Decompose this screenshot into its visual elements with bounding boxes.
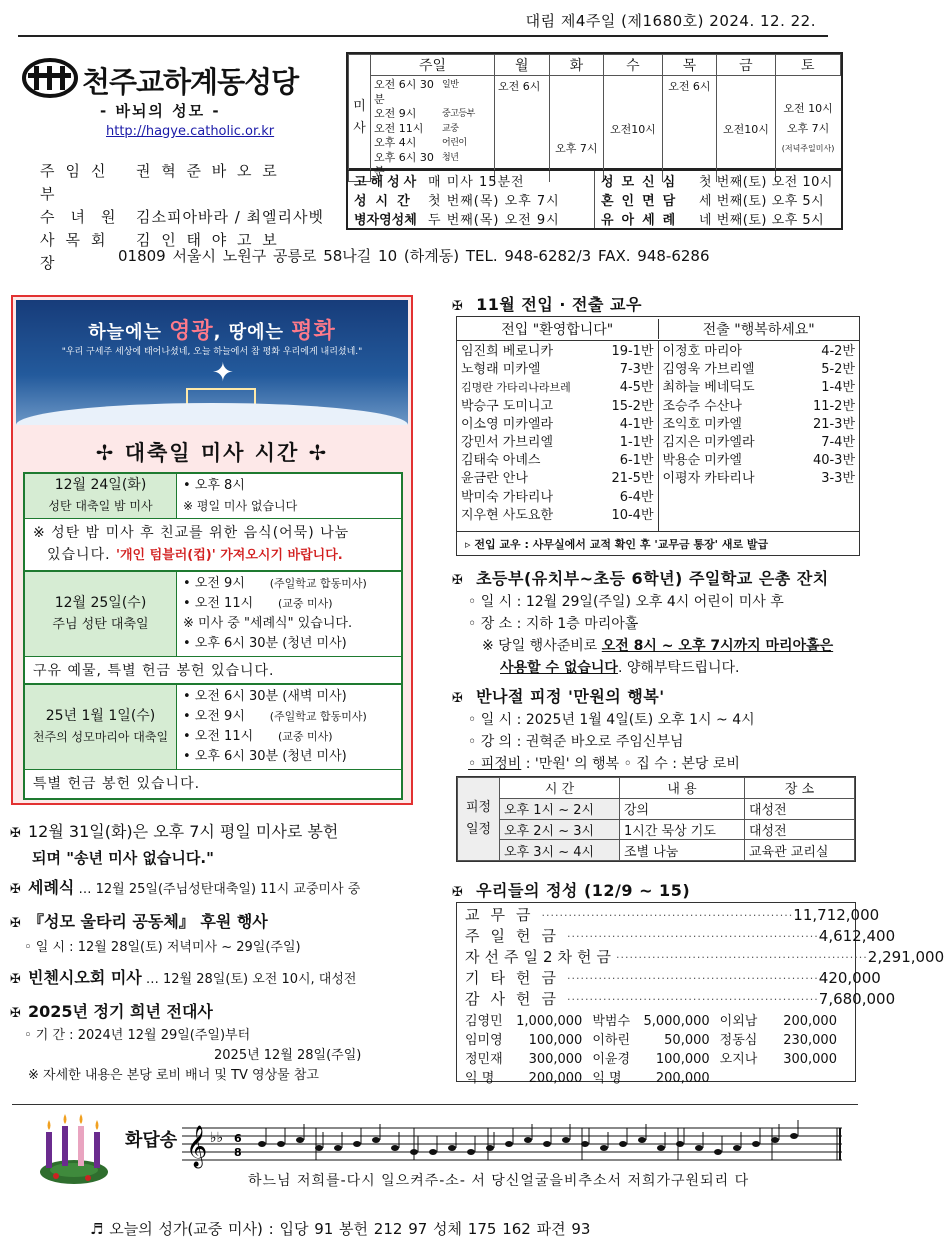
christmas-eve-block xyxy=(23,472,403,572)
mass-schedule-table xyxy=(346,52,843,178)
transfers-out-list xyxy=(658,341,860,531)
offering-row: 교무금 ························································ 11,712,000 xyxy=(465,906,880,924)
thursday-mass-cell: 오전 6시 xyxy=(662,76,717,182)
note-head xyxy=(277,1141,285,1147)
retreat-side-label: 피정 일정 xyxy=(458,778,500,861)
note-head xyxy=(429,1149,437,1155)
donor-row: 김영민 1,000,000 박범수 5,000,000 이외남 200,000 xyxy=(465,1014,837,1029)
parish-emblem-icon xyxy=(22,58,78,98)
notice-year-end: ✠ 12월 31일(화)은 오후 7시 평일 미사로 봉헌 되며 "송년 미사 없습니다." xyxy=(10,822,339,867)
bottom-rule xyxy=(12,1104,858,1105)
note-head xyxy=(752,1141,760,1147)
svg-text:8: 8 xyxy=(234,1146,242,1159)
treble-clef-icon: 𝄞 xyxy=(186,1126,208,1167)
note-head xyxy=(562,1137,570,1143)
banner-subtitle: "우리 구세주 세상에 태어나셨네, 오늘 하늘에서 참 평화 우리에게 내리셨네." xyxy=(61,347,363,357)
retreat-schedule-table: 피정 일정 시 간 내 용 장 소 오후 1시 ~ 2시 강의 대성전 오후 2시 ~ 3시 1시간 묵상 기도 대성전 오후 3시 ~ 4시 조별 나눔 교육관 교리실 xyxy=(456,776,856,862)
day-header: 금 xyxy=(717,55,775,76)
offering-title: ✠ 우리들의 정성 (12/9 ~ 15) xyxy=(452,881,691,900)
list-item: 최하늘 베네딕도 1-4반 xyxy=(662,380,855,396)
ny-note: 특별 헌금 봉헌 있습니다. xyxy=(25,769,401,798)
staff-name: 김 인 태 야 고 보 xyxy=(136,231,280,249)
note-head xyxy=(657,1145,665,1151)
transfers-in-list xyxy=(457,341,658,531)
tuesday-mass-cell: 오후 7시 xyxy=(549,76,604,182)
sunday-mass-cell: 오전 6시 30분 일반 오전 9시 중고등부 오전 11시 교중 오후 4시 어린이 오후 6시 30분 청년 xyxy=(371,76,495,182)
mass-side-label: 미사 xyxy=(349,55,371,182)
list-item: 김영욱 가브리엘 5-2반 xyxy=(662,362,855,378)
offering-row: 감사헌금 ························································ 7,680,000 xyxy=(465,990,896,1008)
list-item: 박미숙 가타리나 6-4반 xyxy=(461,489,654,505)
list-item: 윤금란 안나 21-5반 xyxy=(461,471,654,487)
psalm-music-staff xyxy=(182,1118,842,1166)
list-item: 임진희 베로니카 19-1반 xyxy=(461,344,654,359)
christmas-banner xyxy=(16,300,408,425)
list-item: 김태숙 아녜스 6-1반 xyxy=(461,453,654,469)
header xyxy=(0,0,868,40)
note-head xyxy=(790,1133,798,1139)
flat-icon: ♭♭ xyxy=(210,1130,224,1146)
note-head xyxy=(372,1137,380,1143)
staff-name: 김소피아바라 / 최엘리사벳 xyxy=(136,208,324,226)
offering-row: 자선주일2차헌금 ························································ 2,291,000 xyxy=(465,948,944,966)
monday-mass-cell: 오전 6시 xyxy=(495,76,550,182)
note-head xyxy=(410,1149,418,1155)
snow-ground xyxy=(16,403,408,425)
note-head xyxy=(733,1145,741,1151)
retreat-section: ✠ 반나절 피정 '만원의 행복' ◦ 일 시 : 2025년 1월 4일(토) 오후 1시 ~ 4시 ◦ 강 의 : 권혁준 바오로 주임신부님 ◦ 피정비 : '만원' 의 행복 ◦ 집 수 : 본당 로비 xyxy=(452,687,755,772)
cross-icon: ✠ xyxy=(452,885,464,900)
note-head xyxy=(695,1145,703,1151)
day-note: 구유 예물, 특별 헌금 봉헌 있습니다. xyxy=(25,656,401,685)
hymn-list: ♬ 오늘의 성가(교중 미사) : 입당 91 봉헌 212 97 성체 175 162 파견 93 xyxy=(90,1220,591,1238)
day-header: 수 xyxy=(604,55,662,76)
parish-patron: - 바뇌의 성모 - xyxy=(100,102,221,120)
cross-icon: ✠ xyxy=(10,972,21,987)
out-header: 전출 "행복하세요" xyxy=(658,319,860,339)
friday-mass-cell: 오전10시 xyxy=(717,76,775,182)
donor-row: 정민재 300,000 이윤경 100,000 오지나 300,000 xyxy=(465,1052,837,1067)
day-header: 주일 xyxy=(371,55,495,76)
saturday-mass-cell: 오전 10시 오후 7시 (저녁주일미사) xyxy=(781,101,835,153)
list-item: 박용순 미카엘 40-3반 xyxy=(662,453,855,469)
table-row: 오후 2시 ~ 3시 1시간 묵상 기도 대성전 xyxy=(458,819,855,840)
day-header: 화 xyxy=(549,55,604,76)
note-head xyxy=(486,1145,494,1151)
contact-address: 01809 서울시 노원구 공릉로 58나길 10 (하계동) TEL. 948-6282/3 FAX. 948-6286 xyxy=(118,247,710,265)
christmas-day-block xyxy=(23,570,403,687)
advent-wreath-icon xyxy=(36,1110,112,1190)
note-head xyxy=(296,1137,304,1143)
note-head xyxy=(448,1145,456,1151)
christmas-mass-box xyxy=(11,295,413,805)
transfers-title: ✠ 11월 전입 · 전출 교우 xyxy=(452,295,642,314)
cross-icon: ✠ xyxy=(10,916,21,931)
staff-role: 사목회장 xyxy=(40,231,117,272)
cross-icon: ✠ xyxy=(452,299,464,314)
note-head xyxy=(524,1137,532,1143)
list-item: 박승구 도미니고 15-2반 xyxy=(461,398,654,414)
cross-icon: ✠ xyxy=(452,573,464,588)
eve-date: 12월 24일(화) 성탄 대축일 밤 미사 xyxy=(25,474,177,518)
parish-name: 천주교하계동성당 xyxy=(82,65,299,99)
notice-jubilee: ✠ 2025년 정기 희년 전대사 ◦ 기 간 : 2024년 12월 29일(주일)부터 2025년 12월 28일(주일) ※ 자세한 내용은 본당 로비 배너 및 TV 영상물 참고 xyxy=(10,1002,362,1083)
table-row: 오후 3시 ~ 4시 조별 나눔 교육관 교리실 xyxy=(458,840,855,861)
new-year-block xyxy=(23,683,403,800)
note-head xyxy=(771,1137,779,1143)
note-head xyxy=(714,1149,722,1155)
parish-logo xyxy=(22,58,332,98)
note-head xyxy=(543,1141,551,1147)
mass-time-title: ✢ 대축일 미사 시간 ✢ xyxy=(95,441,329,465)
ny-times: • 오전 6시 30분 (새벽 미사) • 오전 9시 (주일학교 합동미사) • 오전 11시 (교중 미사) • 오후 6시 30분 (청년 미사) xyxy=(183,689,367,764)
ny-date: 25년 1월 1일(수) 천주의 성모마리아 대축일 xyxy=(25,685,177,769)
psalm-label: 화답송 xyxy=(125,1130,178,1151)
list-item: 조승주 수산나 11-2반 xyxy=(662,398,855,414)
note-head xyxy=(638,1137,646,1143)
cross-icon: ✠ xyxy=(10,1006,21,1021)
day-date: 12월 25일(수) 주님 성탄 대축일 xyxy=(25,572,177,656)
list-item: 이소영 미카엘라 4-1반 xyxy=(461,416,654,432)
list-item: 지우현 사도요한 10-4반 xyxy=(461,507,654,523)
banner-title: 하늘에는 영광, 땅에는 평화 xyxy=(88,319,336,344)
list-item: 이정호 마리아 4-2반 xyxy=(662,344,855,359)
svg-text:6: 6 xyxy=(234,1132,242,1145)
cross-icon: ✠ xyxy=(10,882,21,897)
donor-row: 임미영 100,000 이하린 50,000 정동심 230,000 xyxy=(465,1033,837,1048)
note-head xyxy=(315,1145,323,1151)
staff-role: 주임신부 xyxy=(40,162,117,203)
note-head xyxy=(600,1145,608,1151)
transfers-table xyxy=(456,316,860,556)
eve-note: ※ 성탄 밤 미사 후 친교를 위한 음식(어묵) 나눔 있습니다. '개인 텀블러(컵)' 가져오시기 바랍니다. xyxy=(25,518,401,570)
issue-info: 대림 제4주일 (제1680호) 2024. 12. 22. xyxy=(525,12,816,30)
day-times: • 오전 9시 (주일학교 합동미사) • 오전 11시 (교중 미사) ※ 미사 중 "세례식" 있습니다. • 오후 6시 30분 (청년 미사) xyxy=(183,576,367,651)
note-head xyxy=(391,1145,399,1151)
notice-vincent: ✠ 빈첸시오회 미사 … 12월 28일(토) 오전 10시, 대성전 xyxy=(10,966,356,992)
note-head xyxy=(334,1145,342,1151)
donor-row: 익 명 200,000 익 명 200,000 xyxy=(465,1071,710,1086)
offering-box xyxy=(456,902,944,1086)
day-header: 월 xyxy=(495,55,550,76)
note-head xyxy=(258,1141,266,1147)
psalm-lyrics: 하느님 저희를-다시 일으켜주-소- 서 당신얼굴을비추소서 저희가구원되리 다 xyxy=(248,1173,750,1189)
notice-baptism: ✠ 세례식 … 12월 25일(주님성탄대축일) 11시 교중미사 중 xyxy=(10,876,360,902)
header-rule xyxy=(18,35,828,37)
day-header: 목 xyxy=(662,55,717,76)
parish-url-link[interactable]: http://hagye.catholic.or.kr xyxy=(106,124,275,139)
cross-icon: ✠ xyxy=(452,691,464,706)
sunday-school-section: ✠ 초등부(유치부~초등 6학년) 주일학교 은총 잔치 ◦ 일 시 : 12월 29일(주일) 오후 4시 어린이 미사 후 ◦ 장 소 : 지하 1층 마리아홀 ※ 당일 행사준비로 오전 8시 ~ 오후 7시까지 마리아홀은 사용할 수 없습니다. 양해부탁드립니다. xyxy=(452,569,834,676)
note-head xyxy=(676,1141,684,1147)
note-head xyxy=(619,1141,627,1147)
eve-times: • 오후 8시 ※ 평일 미사 없습니다 xyxy=(183,478,298,513)
staff-name: 권 혁 준 바 오 로 xyxy=(136,162,280,180)
transfers-footer: ▹ 전입 교우 : 사무실에서 교적 확인 후 '교무금 통장' 새로 발급 xyxy=(457,531,859,556)
staff-role: 수녀원 xyxy=(40,208,132,226)
offering-row: 기타헌금 ························································ 420,000 xyxy=(465,969,881,987)
star-icon: ✦ xyxy=(212,358,234,388)
notice-support-event: ✠ 『성모 울타리 공동체』 후원 행사 ◦ 일 시 : 12월 28일(토) 저녁미사 ~ 29일(주일) xyxy=(10,912,301,955)
list-item: 김지은 미카엘라 7-4반 xyxy=(662,435,855,451)
note-head xyxy=(505,1141,513,1147)
list-item: 강민서 가브리엘 1-1반 xyxy=(461,435,654,451)
in-header: 전입 "환영합니다" xyxy=(501,321,614,338)
sacrament-schedule: 고해성사 성시간 병자영성체 매 미사 15분전 첫 번째(목) 오후 7시 두 번째(목) 오전 9시 성모신심 혼인면담 유아세례 첫 번째(토) 오전 10시 세 번째(토) 오후 5시 네 번째(토) 오후 5시 xyxy=(346,170,843,230)
list-item: 노형래 미카엘 7-3반 xyxy=(461,362,654,378)
list-item: 이평자 카타리나 3-3반 xyxy=(662,471,855,487)
note-head xyxy=(467,1149,475,1155)
wednesday-mass-cell: 오전10시 xyxy=(604,76,662,182)
cross-icon: ✠ xyxy=(10,826,21,841)
day-header: 토 xyxy=(775,55,840,76)
offering-row: 주일헌금 ························································ 4,612,400 xyxy=(465,927,896,945)
table-row: 오후 1시 ~ 2시 강의 대성전 xyxy=(458,798,855,819)
list-item: 조익호 미카엘 21-3반 xyxy=(662,416,855,432)
note-head xyxy=(353,1141,361,1147)
list-item: 김명란 가타리나라브레 4-5반 xyxy=(461,380,654,396)
note-head xyxy=(581,1141,589,1147)
